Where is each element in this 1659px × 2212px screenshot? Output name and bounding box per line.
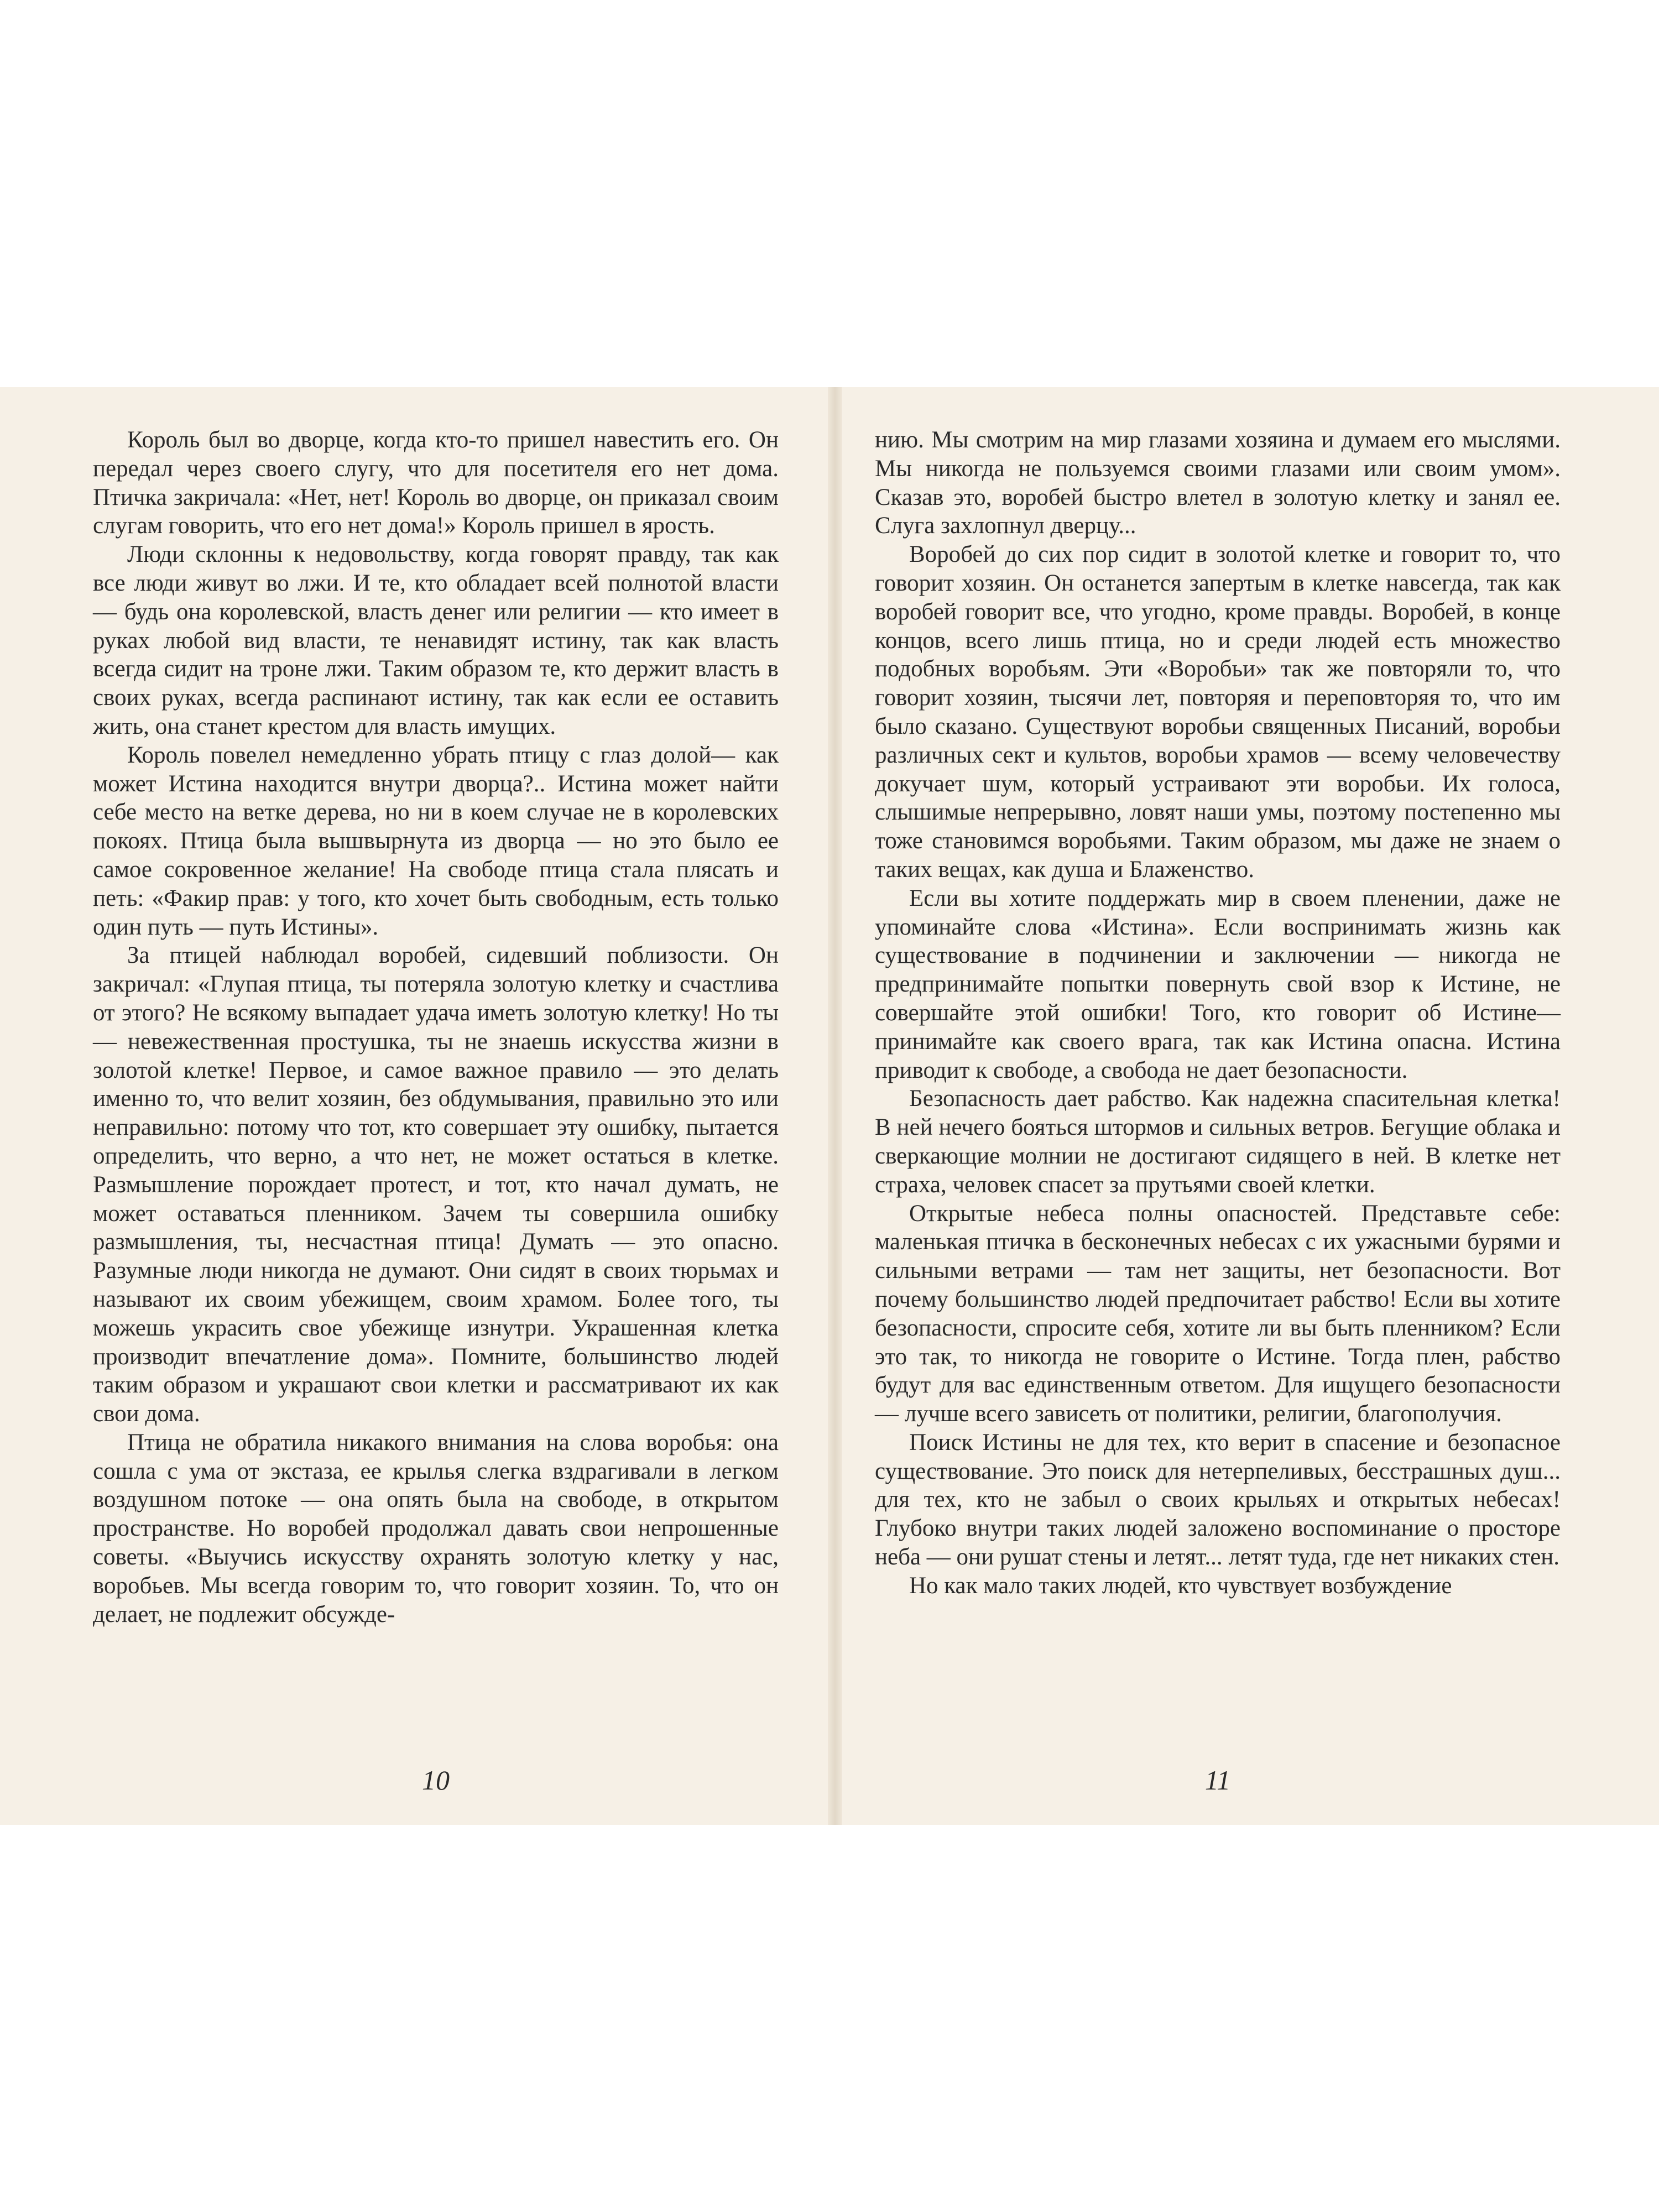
paragraph: Открытые небеса полны опасностей. Представьте себе: маленькая птичка в бесконечных небесах с их ужасными бурями и сильными ветрами — там нет защиты, нет безопасности. Вот почему большинство людей предпочитает рабство! Если вы хотите безопасности, спросите себя, хотите ли вы быть пленником? Если это так, то никогда не говорите о Истине. Тогда плен, рабство будут для вас единственным ответом. Для ищущего безопасности — лучше всего зависеть от политики, религии, благополучия.	[875, 1200, 1561, 1427]
page-number: 11	[1204, 1765, 1231, 1796]
right-page	[875, 426, 1561, 1808]
paragraph-continuation: нию. Мы смотрим на мир глазами хозяина и думаем его мыслями. Мы никогда не пользуемся своими глазами или своим умом». Сказав это, воробей быстро влетел в золотую клетку и занял ее. Слуга захлопнул дверцу...	[875, 427, 1561, 539]
paragraph: Но как мало таких людей, кто чувствует возбуждение	[909, 1572, 1452, 1599]
page-number: 10	[422, 1765, 450, 1796]
paragraph: Птица не обратила никакого внимания на слова воробья: она сошла с ума от экстаза, ее крылья слегка вздрагивали в легком воздушном потоке — она опять была на свободе, в открытом пространстве. Но воробей продолжал давать свои непрошенные советы. «Выучись искусству охранять золотую клетку у нас, воробьев. Мы всегда говорим то, что говорит хозяин. То, что он делает, не подлежит обсужде-	[93, 1429, 779, 1627]
book-gutter	[828, 387, 842, 1825]
paragraph: За птицей наблюдал воробей, сидевший поблизости. Он закричал: «Глупая птица, ты потеряла золотую клетку и счастлива от этого? Не всякому выпадает удача иметь золотую клетку! Но ты — невежественная простушка, ты не знаешь искусства жизни в золотой клетке! Первое, и самое важное правило — это делать именно то, что велит хозяин, без обдумывания, правильно это или неправильно: потому что тот, кто совершает эту ошибку, пытается определить, что верно, а что нет, не может остаться в клетке. Размышление порождает протест, и тот, кто начал думать, не может оставаться пленником. Зачем ты совершила ошибку размышления, ты, несчастная птица! Думать — это опасно. Разумные люди никогда не думают. Они сидят в своих тюрьмах и называют их своим убежищем, своим храмом. Более того, ты можешь украсить свое убежище изнутри. Украшенная клетка производит впечатление дома». Помните, большинство людей таким образом и украшают свои клетки и рассматривают их как свои дома.	[93, 942, 779, 1427]
right-page-text	[875, 426, 1561, 1600]
paragraph: Король повелел немедленно убрать птицу с глаз долой— как может Истина находится внутри дворца?.. Истина может найти себе место на ветке дерева, но ни в коем случае не в королевских покоях. Птица была вышвырнута из дворца — но это было ее самое сокровенное желание! На свободе птица стала плясать и петь: «Факир прав: у того, кто хочет быть свободным, есть только один путь — путь Истины».	[93, 742, 779, 940]
paragraph: Безопасность дает рабство. Как надежна спасительная клетка! В ней нечего бояться штормов и сильных ветров. Бегущие облака и сверкающие молнии не достигают сидящего в ней. В клетке нет страха, человек спасет за прутьями своей клетки.	[875, 1086, 1561, 1198]
paragraph: Поиск Истины не для тех, кто верит в спасение и безопасное существование. Это поиск для нетерпеливых, бесстрашных душ... для тех, кто не забыл о своих крыльях и открытых небесах! Глубоко внутри таких людей заложено воспоминание о просторе неба — они рушат стены и летят... летят туда, где нет никаких стен.	[875, 1429, 1561, 1571]
book-spread	[0, 387, 1659, 1825]
paragraph: Воробей до сих пор сидит в золотой клетке и говорит то, что говорит хозяин. Он останется запертым в клетке навсегда, так как воробей говорит все, что угодно, кроме правды. Воробей, в конце концов, всего лишь птица, но и среди людей есть множество подобных воробьям. Эти «Воробьи» так же повторяли то, что говорит хозяин, тысячи лет, повторяя и переповторяя то, что им было сказано. Существуют воробьи священных Писаний, воробьи различных сект и культов, воробьи храмов — всему человечеству докучает шум, который устраивают эти воробьи. Их голоса, слышимые непрерывно, ловят наши умы, поэтому постепенно мы тоже становимся воробьями. Таким образом, мы даже не знаем о таких вещах, как душа и Блаженство.	[875, 541, 1561, 883]
paragraph: Если вы хотите поддержать мир в своем пленении, даже не упоминайте слова «Истина». Если воспринимать жизнь как существование в подчинении и заключении — никогда не предпринимайте попытки повернуть свой взор к Истине, не совершайте этой ошибки! Того, кто говорит об Истине— принимайте как своего врага, так как Истина опасна. Истина приводит к свободе, а свобода не дает безопасности.	[875, 885, 1561, 1083]
left-page-text	[93, 426, 779, 1629]
paragraph: Люди склонны к недовольству, когда говорят правду, так как все люди живут во лжи. И те, кто обладает всей полнотой власти — будь она королевской, власть денег или религии — кто имеет в руках любой вид власти, те ненавидят истину, так как власть всегда сидит на троне лжи. Таким образом те, кто держит власть в своих руках, всегда распинают истину, так как если ее оставить жить, она станет крестом для власть имущих.	[93, 541, 779, 739]
left-page	[93, 426, 779, 1808]
paragraph: Король был во дворце, когда кто-то пришел навестить его. Он передал через своего слугу, что для посетителя его нет дома. Птичка закричала: «Нет, нет! Король во дворце, он приказал своим слугам говорить, что его нет дома!» Король пришел в ярость.	[93, 427, 779, 539]
